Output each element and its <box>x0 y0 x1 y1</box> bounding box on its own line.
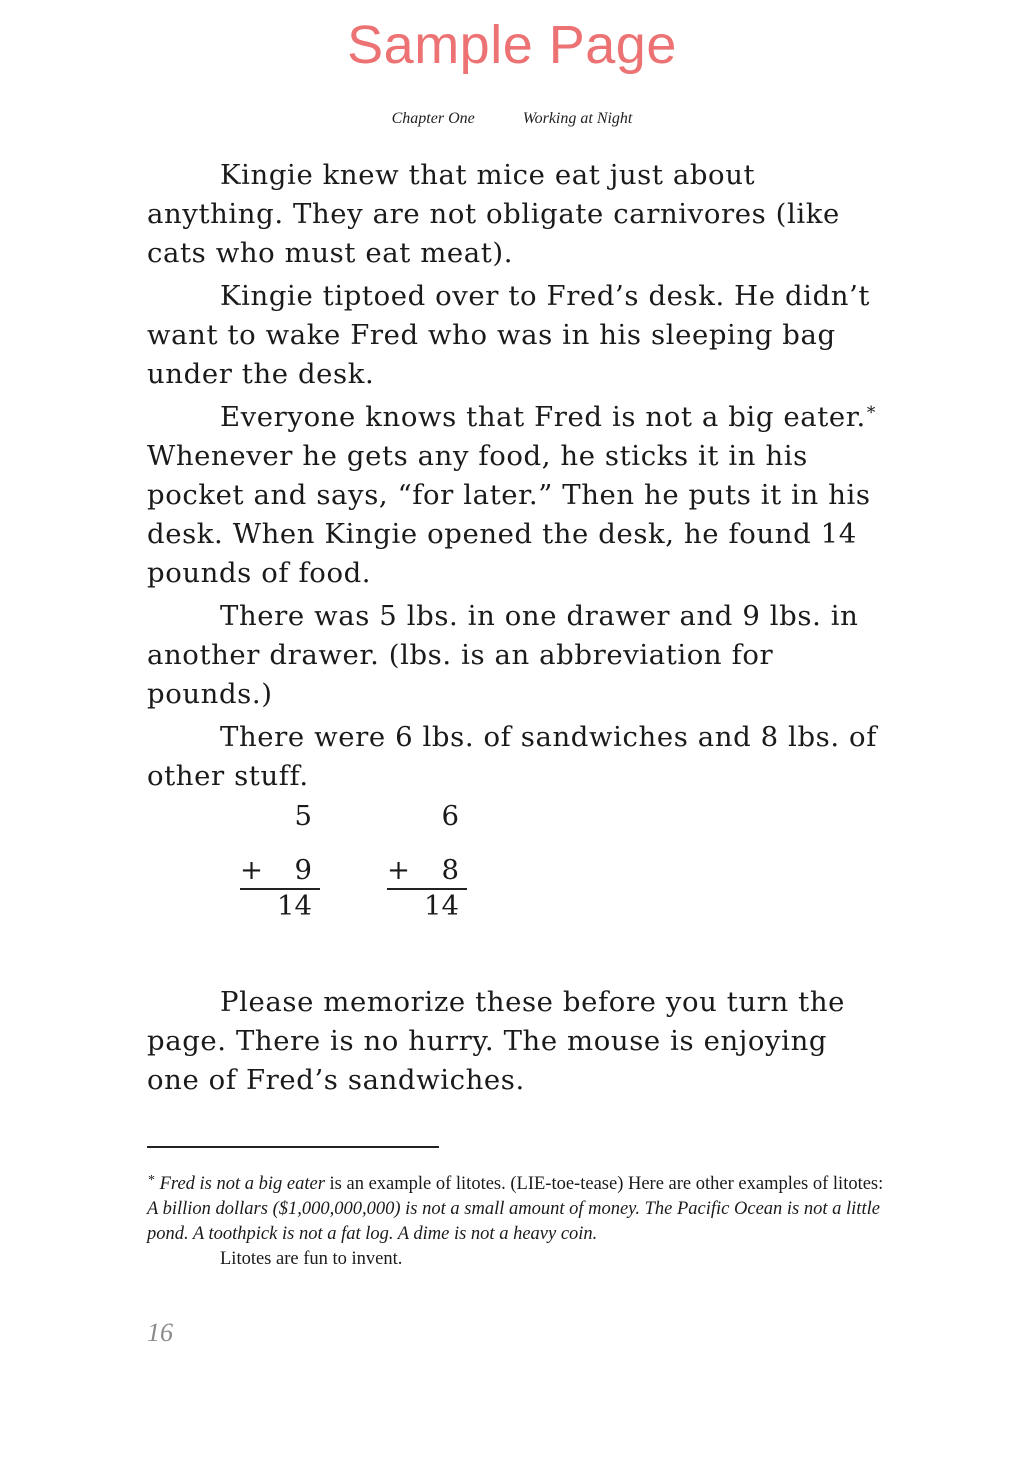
footnote-lead: Fred is not a big eater <box>159 1174 325 1194</box>
paragraph-3-start: Everyone knows that Fred is not a big eater. <box>220 401 866 433</box>
plus-sign: + <box>240 854 264 886</box>
chapter-label: Chapter One <box>391 110 475 127</box>
closing-text <box>147 983 887 1104</box>
paragraph-6: Please memorize these before you turn the page. There is no hurry. The mouse is enjoying one of Fred’s sandwiches. <box>147 986 846 1096</box>
footnote-marker: * <box>148 1173 155 1188</box>
footnote-examples: A billion dollars ($1,000,000,000) is not a small amount of money. The Pacific Ocean is not a little pond. A toothpick is not a fat log. A dime is not a heavy coin. <box>147 1199 880 1244</box>
footnote-marker: * <box>866 403 876 423</box>
page-number: 16 <box>147 1318 173 1347</box>
addend-top: 6 <box>441 800 459 832</box>
footnote-divider <box>147 1146 439 1148</box>
addend-bottom: 8 <box>441 854 459 886</box>
body-text <box>147 156 887 800</box>
addend-bottom: 9 <box>294 854 312 886</box>
addition-problem-2 <box>387 800 467 930</box>
footnote-body: is an example of litotes. (LIE-toe-tease) Here are other examples of litotes: <box>324 1174 884 1194</box>
paragraph-5: There were 6 lbs. of sandwiches and 8 lbs. of other stuff. <box>147 721 877 792</box>
paragraph-4: There was 5 lbs. in one drawer and 9 lbs. in another drawer. (lbs. is an abbreviation for pounds.) <box>147 600 859 710</box>
footnote <box>147 1172 887 1272</box>
paragraph-2: Kingie tiptoed over to Fred’s desk. He didn’t want to wake Fred who was in his sleeping bag under the desk. <box>147 280 871 390</box>
footnote-closing: Litotes are fun to invent. <box>220 1249 403 1269</box>
paragraph-1: Kingie knew that mice eat just about anything. They are not obligate carnivores (like cats who must eat meat). <box>147 159 840 269</box>
footnote-text <box>147 1172 887 1247</box>
plus-sign: + <box>387 854 411 886</box>
sum-total: 14 <box>277 890 312 922</box>
sum-total: 14 <box>424 890 459 922</box>
addend-top: 5 <box>294 800 312 832</box>
addition-problem-1 <box>240 800 320 930</box>
running-head <box>0 110 1024 128</box>
paragraph-3-end: Whenever he gets any food, he sticks it in his pocket and says, “for later.” Then he puts it in his desk. When Kingie opened the desk, he found 14 pounds of food. <box>147 440 871 589</box>
chapter-title: Working at Night <box>522 110 633 127</box>
sample-page-watermark: Sample Page <box>347 15 677 75</box>
paragraph-3 <box>147 398 887 593</box>
